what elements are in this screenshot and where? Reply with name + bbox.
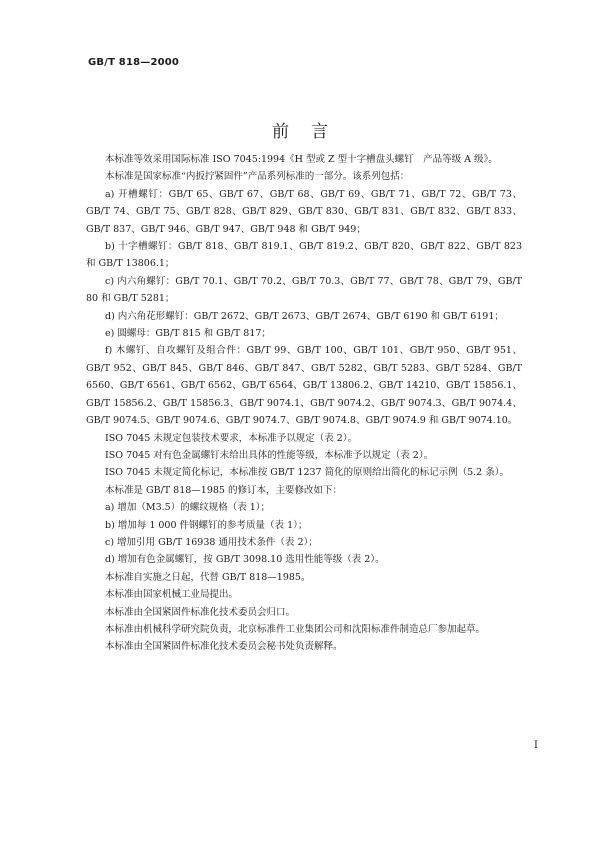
list-item-slotted-screws: a) 开槽螺钉：GB/T 65、GB/T 67、GB/T 68、GB/T 69、GB/T 71、GB/T 72、GB/T 73、GB/T 74、GB/T 75、GB/T 828、GB/T 829、GB/T 830、GB/T 831、GB/T 832、GB/T 833、GB/T 837、GB/T 946、GB/T 947、GB/T 948 和 GB/T 949； <box>86 188 522 235</box>
paragraph-packaging: ISO 7045 未规定包装技术要求，本标准予以规定（表 2）。 <box>105 432 358 444</box>
list-item-cross-recessed-screws: b) 十字槽螺钉：GB/T 818、GB/T 819.1、GB/T 819.2、GB/T 820、GB/T 822、GB/T 823 和 GB/T 13806.1； <box>86 241 522 270</box>
paragraph-interpretation: 本标准由全国紧固件标准化技术委员会秘书处负责解释。 <box>105 641 343 653</box>
list-item-change-c: c) 增加引用 GB/T 16938 通用技术条件（表 2）； <box>105 536 318 548</box>
paragraph-revision: 本标准是 GB/T 818—1985 的修订本，主要修改如下： <box>105 484 342 496</box>
paragraph-drafted-by: 本标准由机械科学研究院负责，北京标准件工业集团公司和沈阳标准件制造总厂参加起草。 <box>105 623 486 635</box>
paragraph-nonferrous: ISO 7045 对有色金属螺钉未给出具体的性能等级，本标准予以规定（表 2）。 <box>105 449 434 461</box>
page-number: I <box>534 740 538 751</box>
list-item-change-b: b) 增加每 1 000 件钢螺钉的参考质量（表 1）； <box>105 519 308 531</box>
list-item-hexalobular-screws: d) 内六角花形螺钉：GB/T 2672、GB/T 2673、GB/T 2674、GB/T 6190 和 GB/T 6191； <box>105 310 504 322</box>
paragraph-replaces: 本标准自实施之日起，代替 GB/T 818—1985。 <box>105 571 311 583</box>
paragraph-series-intro: 本标准是国家标准“内扳拧紧固件”产品系列标准的一部分。该系列包括： <box>105 171 410 183</box>
list-item-change-a: a) 增加（M3.5）的螺纹规格（表 1）； <box>105 502 271 514</box>
list-item-hexagon-socket-screws: c) 内六角螺钉：GB/T 70.1、GB/T 70.2、GB/T 70.3、GB/T 77、GB/T 78、GB/T 79、GB/T 80 和 GB/T 5281； <box>86 275 522 305</box>
paragraph-under-jurisdiction: 本标准由全国紧固件标准化技术委员会归口。 <box>105 606 296 618</box>
paragraph-adoption: 本标准等效采用国际标准 ISO 7045:1994《H 型或 Z 型十字槽盘头螺钉 产品等级 A 级》。 <box>105 154 498 165</box>
paragraph-marking: ISO 7045 未规定简化标记，本标准按 GB/T 1237 简化的原则给出简化的标记示例（5.2 条）。 <box>105 467 509 479</box>
list-item-wood-tapping-screws: f) 木螺钉、自攻螺钉及组合件：GB/T 99、GB/T 100、GB/T 101、GB/T 950、GB/T 951、GB/T 952、GB/T 845、GB/T 846、GB/T 847、GB/T 5282、GB/T 5283、GB/T 5284、GB/T 6560、GB/T 6561、GB/T 6562、GB/T 6564、GB/T 13806.2、GB/T 14210、GB/T 15856.1、GB/T 15856.2、GB/T 15856.3、GB/T 9074.1、GB/T 9074.2、GB/T 9074.3、GB/T 9074.4、GB/T 9074.5、GB/T 9074.6、GB/T 9074.7、GB/T 9074.8、GB/T 9074.9 和 GB/T 9074.10。 <box>86 345 522 427</box>
paragraph-proposed-by: 本标准由国家机械工业局提出。 <box>105 589 239 601</box>
foreword-body <box>86 151 522 656</box>
standard-code-header: GB/T 818—2000 <box>88 57 180 68</box>
page-title: 前言 <box>272 122 350 142</box>
list-item-round-nuts: e) 圆螺母：GB/T 815 和 GB/T 817； <box>105 328 271 340</box>
list-item-change-d: d) 增加有色金属螺钉，按 GB/T 3098.10 选用性能等级（表 2）。 <box>105 554 385 566</box>
